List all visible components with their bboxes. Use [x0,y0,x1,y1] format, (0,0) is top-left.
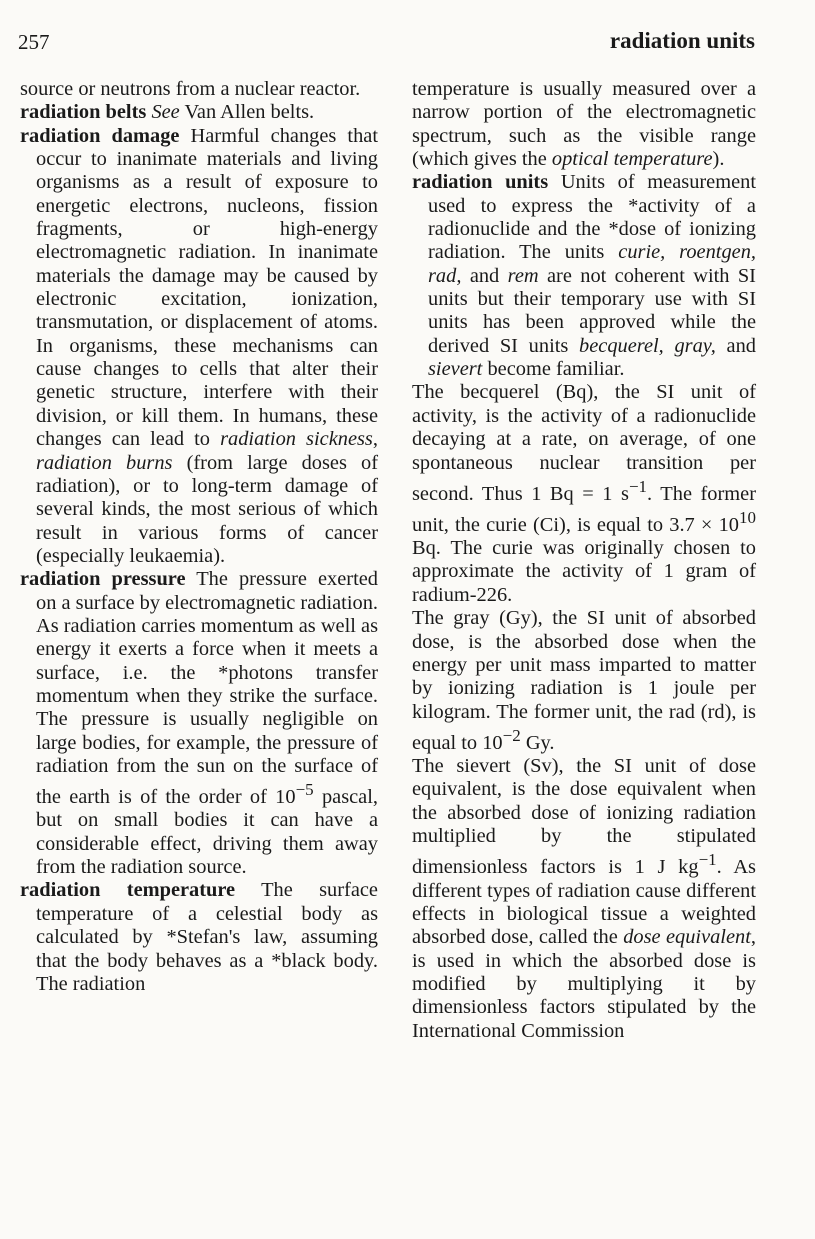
running-head: radiation units [609,28,755,53]
entry-text: The surface temperature of a celestial body as calculated by *Stefan's law, assuming that the body behaves as a *black body. The radiation [36,879,378,995]
entry-continuation: source or neutrons from a nuclear reactor. [20,78,361,100]
italic-term: sievert [428,358,483,381]
entry-text: Harmful changes that occur to inanimate materials and living organisms as a result of exposure to energetic electrons, nucleons, fission fragments, or high-energy electromagnetic radiation. In inanimate materials the damage may be caused by electronic excitation, ionization, transmutation, or displacement of atoms. In organisms, these mechanisms can cause changes to cells that alter their genetic structure, interfere with their division, or kill them. In humans, these changes can lead to [36,124,378,451]
headword: radiation pressure [20,568,186,591]
entry-text: (from large doses of radiation), or to long-term damage of several kinds, the most serious of which result in various forms of cancer (especially leukaemia). [36,451,378,567]
superscript: −1 [698,850,717,870]
entry-text: . As different types of radiation cause different effects in biological tissue a weighted absorbed dose, called the [412,856,756,949]
entry-radiation-units [412,171,756,381]
right-column [412,78,756,1043]
entry-text: , is used in which the absorbed dose is modified by multiplying it by dimensionless factors stipulated by the International Commission [412,926,756,1042]
entry-radiation-temperature [20,879,378,996]
superscript: 10 [739,507,756,527]
entry-text: Units of measurement used to express the *activity of a radionuclide and the *dose of ionizing radiation. The units [428,171,757,264]
entry-text: and [469,264,500,287]
paragraph-gray [412,607,756,755]
headword: radiation temperature [20,879,236,902]
italic-term: rem [507,264,539,287]
headword: radiation damage [20,124,180,147]
italic-term: dose equivalent [623,926,751,949]
headword: radiation belts [20,101,147,124]
entry-text: pascal, but on small bodies it can have a considerable effect, driving them away from the radiation source. [36,786,378,879]
paragraph-sievert [412,755,756,1043]
entry-text: . The former unit, the curie (Ci), is equal to 3.7 × 10 [412,482,756,536]
entry-text: are not coherent with SI units but their temporary use with SI units has been approved while the derived SI units [428,264,756,357]
superscript: −1 [628,476,648,496]
entry-text: become familiar. [487,358,625,381]
entry-text: The gray (Gy), the SI unit of absorbed dose, is the absorbed dose when the energy per unit mass imparted to matter by ionizing radiation is 1 joule per kilogram. The former unit, the rad (rd), is equal to 10 [412,607,756,754]
entry-text: Bq. The curie was originally chosen to approximate the activity of 1 gram of radium-226. [412,537,756,606]
entry-text: temperature is usually measured over a narrow portion of the electromagnetic spectrum, such as the visible range (which gives the [412,78,756,171]
paragraph-becquerel [412,381,756,607]
entry-text: Gy. [525,731,555,754]
entry-radiation-damage [20,125,378,569]
entry-text: The sievert (Sv), the SI unit of dose equivalent, is the dose equivalent when the absorbed dose of ionizing radiation multiplied by the stipulated dimensionless factors is 1 J kg [412,755,756,879]
superscript: −5 [295,780,314,800]
superscript: −2 [502,725,521,745]
entry-text: The becquerel (Bq), the SI unit of activity, is the activity of a radionuclide decaying at a rate, on average, of one spontaneous nuclear transition per second. Thus 1 Bq = 1 s [412,381,756,505]
italic-term: optical temperature [551,148,713,171]
italic-term: becquerel, gray, [579,334,716,357]
entry-text: Van Allen belts. [184,101,315,124]
cross-reference: See [151,101,180,124]
italic-term: radiation sickness [220,428,373,451]
entry-text: and [726,334,756,357]
page-number: 257 [18,30,50,54]
italic-term: curie, roentgen, rad, [428,241,756,287]
italic-term: radiation burns [36,451,173,474]
entry-continuation [412,78,756,171]
entry-text: , [372,428,378,451]
entry-text: The pressure exerted on a surface by electromagnetic radiation. As radiation carries momentum as well as energy it exerts a force when it meets a surface, i.e. the *photons transfer momentum when they strike the surface. The pressure is usually negligible on large bodies, for example, the pressure of radiation from the sun on the surface of the earth is of the order of 10 [36,568,379,809]
entry-radiation-belts [20,101,378,124]
left-column [20,78,378,996]
entry-radiation-pressure [20,568,378,879]
entry-text: ). [712,148,725,171]
headword: radiation units [412,171,549,194]
